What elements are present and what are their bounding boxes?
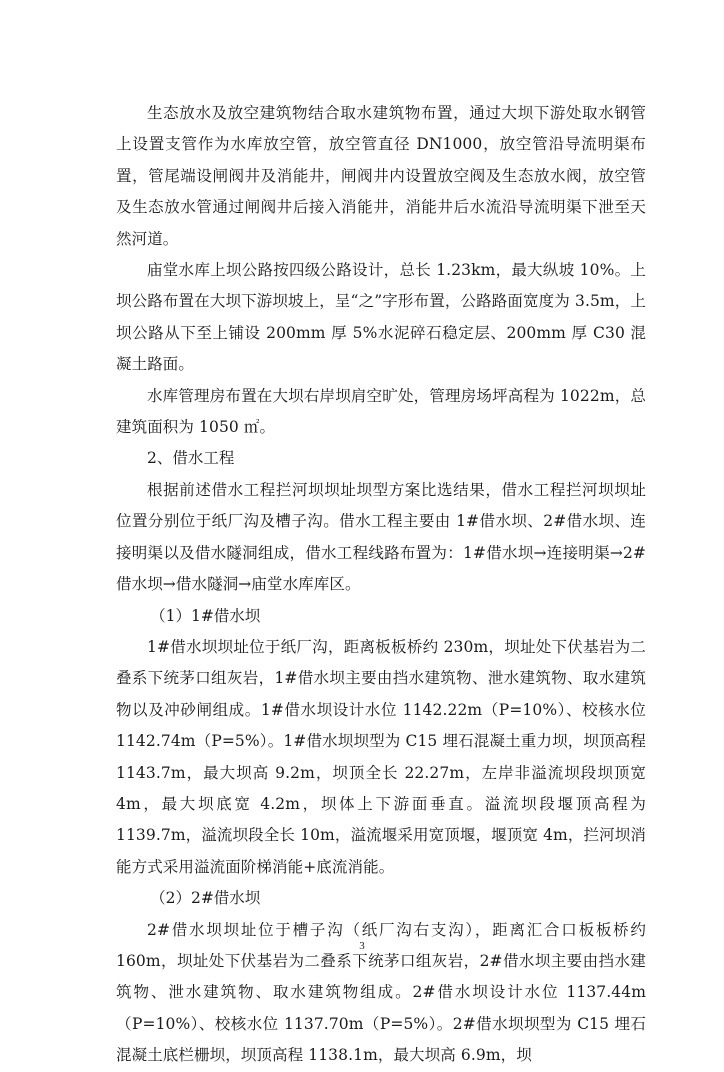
paragraph-dam-2: 2#借水坝坝址位于槽子沟（纸厂沟右支沟），距离汇合口板板桥约 160m，坝址处下伏基岩为二叠系下统茅口组灰岩，2#借水坝主要由挡水建筑物、泄水建筑物、取水建筑物组成。2#借水坝设计水位 1137.44m（P=10%）、校核水位 1137.70m（P=5%）。2#借水坝坝型为 C15 埋石混凝土底栏栅坝，坝顶高程 1138.1m，最大坝高 6.9m，坝 (116, 920, 646, 1065)
subheading-dam-2: （2）2#借水坝 (150, 889, 261, 908)
paragraph-dam-road: 庙堂水库上坝公路按四级公路设计，总长 1.23km，最大纵坡 10%。上坝公路布置在大坝下游坝坡上，呈“之”字形布置，公路路面宽度为 3.5m，上坝公路从下至上铺设 200mm 厚 5%水泥碎石稳定层、200mm 厚 C30 混凝土路面。 (116, 261, 646, 374)
paragraph-ecological-release: 生态放水及放空建筑物结合取水建筑物布置，通过大坝下游处取水钢管上设置支管作为水库放空管，放空管直径 DN1000，放空管沿导流明渠布置，管尾端设闸阀井及消能井，闸阀井内设置放空阀及生态放水阀，放空管及生态放水管通过闸阀井后接入消能井，消能井后水流沿导流明渠下泄至天然河道。 (116, 104, 646, 248)
section-heading-water-diversion: 2、借水工程 (147, 449, 235, 468)
paragraph-diversion-overview: 根据前述借水工程拦河坝坝址坝型方案比选结果，借水工程拦河坝坝址位置分别位于纸厂沟及槽子沟。借水工程主要由 1#借水坝、2#借水坝、连接明渠以及借水隧洞组成，借水工程线路布置为：1#借水坝→连接明渠→2#借水坝→借水隧洞→庙堂水库库区。 (116, 480, 646, 594)
subheading-dam-1: （1）1#借水坝 (150, 606, 261, 625)
paragraph-dam-1: 1#借水坝坝址位于纸厂沟，距离板板桥约 230m，坝址处下伏基岩为二叠系下统茅口组灰岩，1#借水坝主要由挡水建筑物、泄水建筑物、取水建筑物以及冲砂闸组成。1#借水坝设计水位 1142.22m（P=10%）、校核水位 1142.74m（P=5%）。1#借水坝坝型为 C15 埋石混凝土重力坝，坝顶高程 1143.7m，最大坝高 9.2m，坝顶全长 22.27m，左岸非溢流坝段坝顶宽 4m，最大坝底宽 4.2m，坝体上下游面垂直。溢流坝段堰顶高程为 1139.7m，溢流坝段全长 10m，溢流堰采用宽顶堰，堰顶宽 4m，拦河坝消能方式采用溢流面阶梯消能+底流消能。 (116, 637, 646, 876)
page-number: 3 (359, 940, 365, 952)
paragraph-management-house: 水库管理房布置在大坝右岸坝肩空旷处，管理房场坪高程为 1022m，总建筑面积为 1050 ㎡。 (116, 386, 646, 437)
body-text (116, 98, 646, 1072)
